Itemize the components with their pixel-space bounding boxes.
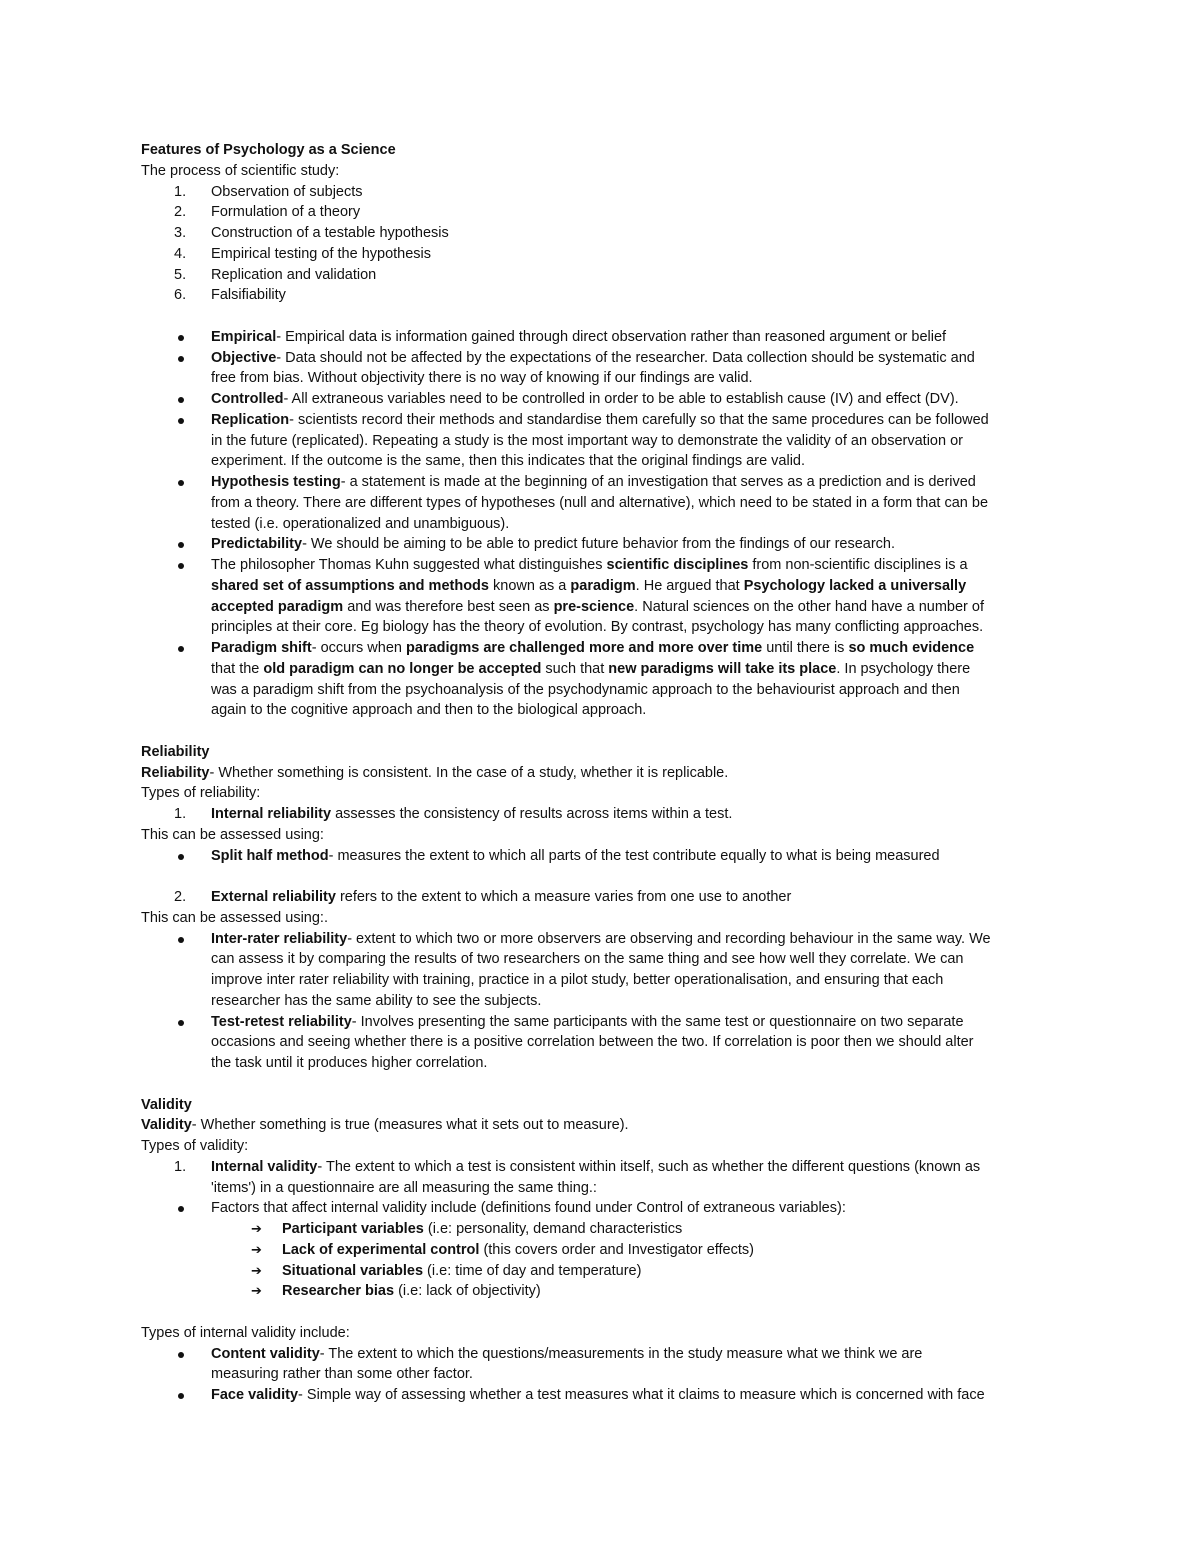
text-run: until there is xyxy=(762,640,849,656)
arrow-item xyxy=(141,1240,1061,1261)
bullet-dot-icon xyxy=(178,542,184,548)
bullet-item xyxy=(141,410,1061,431)
list-number: 2. xyxy=(174,889,187,905)
text-line xyxy=(141,1115,1061,1136)
bold-term: Participant variables xyxy=(282,1221,424,1237)
blank-line xyxy=(141,1302,1061,1323)
bullet-dot-icon xyxy=(178,356,184,362)
bullet-item xyxy=(141,327,1061,348)
text-line xyxy=(141,783,1061,804)
bullet-dot-icon xyxy=(178,397,184,403)
text-run: - The extent to which a test is consistent within itself, such as whether the different questions (known as xyxy=(317,1158,981,1175)
bullet-dot-icon xyxy=(178,418,184,424)
section-heading xyxy=(141,1095,1061,1116)
bold-term: new paradigms will take its place xyxy=(608,660,837,677)
continuation-line xyxy=(141,659,1061,680)
continuation-line xyxy=(141,1364,1061,1385)
arrow-bullet-icon: ➔ xyxy=(251,1221,262,1236)
text-run: (i.e: personality, demand characteristics xyxy=(423,1221,683,1237)
bold-term: External reliability xyxy=(211,889,336,905)
text-run: - The extent to which the questions/measurements in the study measure what we think we are xyxy=(319,1345,923,1362)
continuation-line xyxy=(141,1178,1061,1199)
bold-term: Replication xyxy=(211,411,290,428)
text-run: - scientists record their methods and standardise them carefully so that the same procedures can be followed xyxy=(289,411,989,428)
blank-line xyxy=(141,721,1061,742)
text-run: can assess it by comparing the results of two researchers on the same thing and see how well they correlate. We can xyxy=(211,951,964,968)
bullet-dot-icon xyxy=(178,563,184,569)
text-run: again to the cognitive approach and then to the biological approach. xyxy=(211,702,647,719)
text-run: known as a xyxy=(488,577,571,594)
bold-term: Internal reliability xyxy=(211,806,332,822)
text-run: Types of reliability: xyxy=(141,785,261,802)
continuation-line xyxy=(141,970,1061,991)
text-run: - occurs when xyxy=(311,640,407,656)
bold-term: Validity xyxy=(141,1117,192,1134)
numbered-item xyxy=(141,265,1061,286)
text-run: - Simple way of assessing whether a test measures what it claims to measure which is concerned with face xyxy=(298,1387,985,1403)
blank-line xyxy=(141,306,1061,327)
bold-term: Paradigm shift xyxy=(211,640,312,656)
list-number: 1. xyxy=(174,183,187,200)
text-run: This can be assessed using: xyxy=(141,826,324,843)
numbered-item xyxy=(141,202,1061,223)
text-run: Types of internal validity include: xyxy=(141,1324,350,1341)
list-number: 1. xyxy=(174,1158,187,1175)
text-run: principles at their core. Eg biology has the theory of evolution. By contrast, psychology has many conflicting approaches. xyxy=(211,619,984,636)
text-run: and was therefore best seen as xyxy=(343,598,554,615)
text-run: . In psychology there xyxy=(836,660,971,677)
text-run: researcher has the same ability to see the subjects. xyxy=(211,992,542,1009)
text-run: free from bias. Without objectivity there is no way of knowing if our findings are valid. xyxy=(211,370,753,387)
continuation-line xyxy=(141,597,1061,618)
bold-term: Validity xyxy=(141,1096,192,1113)
text-run: . Natural sciences on the other hand have a number of xyxy=(634,598,984,615)
continuation-line xyxy=(141,576,1061,597)
continuation-line xyxy=(141,1032,1061,1053)
text-run: Replication and validation xyxy=(211,266,377,283)
bold-term: Reliability xyxy=(141,743,210,760)
bullet-item xyxy=(141,1385,1061,1406)
text-run: - Data should not be affected by the expectations of the researcher. Data collection should be systematic and xyxy=(276,349,975,366)
list-number: 5. xyxy=(174,266,187,283)
bullet-item xyxy=(141,348,1061,369)
bold-term: pre-science xyxy=(553,598,635,615)
text-run: - All extraneous variables need to be controlled in order to be able to establish cause (IV) and effect (DV). xyxy=(283,391,959,407)
text-line xyxy=(141,1136,1061,1157)
bold-term: Psychology lacked a universally xyxy=(743,577,967,594)
bold-term: Controlled xyxy=(211,391,284,407)
arrow-bullet-icon: ➔ xyxy=(251,1241,262,1257)
text-run: was a paradigm shift from the psychoanalysis of the psychodynamic approach to the behaviourist approach and then xyxy=(211,681,960,698)
bullet-dot-icon xyxy=(178,480,184,486)
bullet-dot-icon xyxy=(178,854,184,860)
text-run: . He argued that xyxy=(635,577,744,594)
numbered-item xyxy=(141,285,1061,306)
numbered-item xyxy=(141,182,1061,203)
list-number: 6. xyxy=(174,287,187,304)
bold-term: Internal validity xyxy=(211,1158,318,1175)
text-run: tested (i.e. operationalized and unambiguous). xyxy=(211,515,510,532)
text-run: such that xyxy=(541,660,609,677)
numbered-item xyxy=(141,223,1061,244)
numbered-item xyxy=(141,804,1061,825)
arrow-bullet-icon: ➔ xyxy=(251,1283,262,1299)
text-run: - We should be aiming to be able to predict future behavior from the findings of our research. xyxy=(302,536,896,553)
bullet-item xyxy=(141,1012,1061,1033)
list-number: 2. xyxy=(174,204,187,221)
bullet-item xyxy=(141,555,1061,576)
continuation-line xyxy=(141,1053,1061,1074)
text-run: from non-scientific disciplines is a xyxy=(748,557,968,573)
bullet-item xyxy=(141,638,1061,659)
arrow-item xyxy=(141,1219,1061,1240)
bullet-item xyxy=(141,846,1061,867)
text-run: that the xyxy=(211,660,264,677)
continuation-line xyxy=(141,493,1061,514)
text-run: - extent to which two or more observers are observing and recording behaviour in the same way. We xyxy=(347,930,991,947)
bold-term: Situational variables xyxy=(282,1262,424,1279)
bold-term: Researcher bias xyxy=(282,1283,395,1300)
bold-term: Hypothesis testing xyxy=(211,474,341,490)
text-run: refers to the extent to which a measure varies from one use to another xyxy=(335,889,792,905)
text-line xyxy=(141,161,1061,182)
text-line xyxy=(141,763,1061,784)
text-line xyxy=(141,1323,1061,1344)
bullet-dot-icon xyxy=(178,335,184,341)
bold-term: Content validity xyxy=(211,1345,320,1362)
text-run: in the future (replicated). Repeating a study is the most important way to demonstrate the validity of an observation or xyxy=(211,432,963,449)
arrow-bullet-icon: ➔ xyxy=(251,1262,262,1278)
bullet-item xyxy=(141,1198,1061,1219)
bold-term: Predictability xyxy=(211,536,303,553)
blank-line xyxy=(141,866,1061,887)
bold-term: Lack of experimental control xyxy=(282,1241,480,1258)
text-run: The philosopher Thomas Kuhn suggested what distinguishes xyxy=(211,557,607,573)
bold-term: shared set of assumptions and methods xyxy=(211,577,489,594)
text-run: (i.e: lack of objectivity) xyxy=(394,1283,541,1300)
bullet-item xyxy=(141,534,1061,555)
text-run: (this covers order and Investigator effects) xyxy=(479,1241,754,1258)
continuation-line xyxy=(141,700,1061,721)
bold-term: Features of Psychology as a Science xyxy=(141,142,396,158)
bold-term: Empirical xyxy=(211,328,277,345)
section-heading xyxy=(141,140,1061,161)
text-line xyxy=(141,908,1061,929)
bold-term: Test-retest reliability xyxy=(211,1013,352,1030)
text-run: - measures the extent to which all parts of the test contribute equally to what is being measured xyxy=(328,847,940,864)
text-run: - a statement is made at the beginning of an investigation that serves as a prediction and is derived xyxy=(340,474,976,490)
text-run: - Whether something is true (measures what it sets out to measure). xyxy=(191,1117,629,1134)
bullet-item xyxy=(141,1344,1061,1365)
text-run: - Involves presenting the same participants with the same test or questionnaire on two separate xyxy=(351,1013,964,1030)
text-run: Types of validity: xyxy=(141,1138,249,1154)
bold-term: Face validity xyxy=(211,1387,299,1403)
continuation-line xyxy=(141,368,1061,389)
continuation-line xyxy=(141,991,1061,1012)
bullet-dot-icon xyxy=(178,1393,184,1399)
text-run: This can be assessed using:. xyxy=(141,909,328,926)
text-run: Construction of a testable hypothesis xyxy=(211,225,449,241)
bold-term: accepted paradigm xyxy=(211,598,344,615)
text-run: - Empirical data is information gained through direct observation rather than reasoned argument or belief xyxy=(276,328,947,345)
text-run: Formulation of a theory xyxy=(211,204,361,221)
list-number: 3. xyxy=(174,225,187,241)
continuation-line xyxy=(141,431,1061,452)
numbered-item xyxy=(141,887,1061,908)
list-number: 4. xyxy=(174,245,187,262)
continuation-line xyxy=(141,617,1061,638)
bold-term: Reliability xyxy=(141,764,210,781)
text-run: Falsifiability xyxy=(211,287,286,304)
bold-term: paradigms are challenged more and more over time xyxy=(406,640,763,656)
list-number: 1. xyxy=(174,806,187,822)
numbered-item xyxy=(141,244,1061,265)
text-run: Empirical testing of the hypothesis xyxy=(211,245,432,262)
continuation-line xyxy=(141,949,1061,970)
text-run: Factors that affect internal validity include (definitions found under Control of extraneous variables): xyxy=(211,1200,846,1217)
text-run: improve inter rater reliability with training, practice in a pilot study, better operationalisation, and ensuring that each xyxy=(211,972,944,988)
bullet-dot-icon xyxy=(178,1020,184,1026)
text-run: occasions and seeing whether there is a positive correlation between the two. If correlation is poor then we should alter xyxy=(211,1034,974,1051)
continuation-line xyxy=(141,451,1061,472)
bullet-item xyxy=(141,929,1061,950)
text-run: measuring rather than some other factor. xyxy=(211,1366,473,1383)
text-run: (i.e: time of day and temperature) xyxy=(423,1262,642,1279)
bullet-dot-icon xyxy=(178,937,184,943)
bold-term: Inter-rater reliability xyxy=(211,930,348,947)
text-run: The process of scientific study: xyxy=(141,162,340,179)
bold-term: Objective xyxy=(211,349,277,366)
bullet-item xyxy=(141,472,1061,493)
bullet-item xyxy=(141,389,1061,410)
text-run: assesses the consistency of results across items within a test. xyxy=(331,806,733,822)
bold-term: Split half method xyxy=(211,847,329,864)
bullet-dot-icon xyxy=(178,1352,184,1358)
blank-line xyxy=(141,1074,1061,1095)
continuation-line xyxy=(141,514,1061,535)
text-run: Observation of subjects xyxy=(211,183,363,200)
bold-term: scientific disciplines xyxy=(606,557,749,573)
text-run: - Whether something is consistent. In the case of a study, whether it is replicable. xyxy=(209,764,729,781)
text-run: experiment. If the outcome is the same, then this indicates that the original findings are valid. xyxy=(211,453,806,470)
text-line xyxy=(141,825,1061,846)
arrow-item xyxy=(141,1261,1061,1282)
arrow-item xyxy=(141,1281,1061,1302)
bold-term: so much evidence xyxy=(848,640,975,656)
bold-term: old paradigm can no longer be accepted xyxy=(263,660,542,677)
document-body xyxy=(141,140,1061,1406)
bold-term: paradigm xyxy=(570,577,636,594)
numbered-item xyxy=(141,1157,1061,1178)
bullet-dot-icon xyxy=(178,646,184,652)
continuation-line xyxy=(141,680,1061,701)
text-run: the task until it produces higher correlation. xyxy=(211,1055,488,1071)
text-run: from a theory. There are different types of hypotheses (null and alternative), which need to be stated in a form that can be xyxy=(211,494,989,511)
section-heading xyxy=(141,742,1061,763)
text-run: 'items') in a questionnaire are all measuring the same thing.: xyxy=(211,1179,597,1196)
bullet-dot-icon xyxy=(178,1206,184,1212)
